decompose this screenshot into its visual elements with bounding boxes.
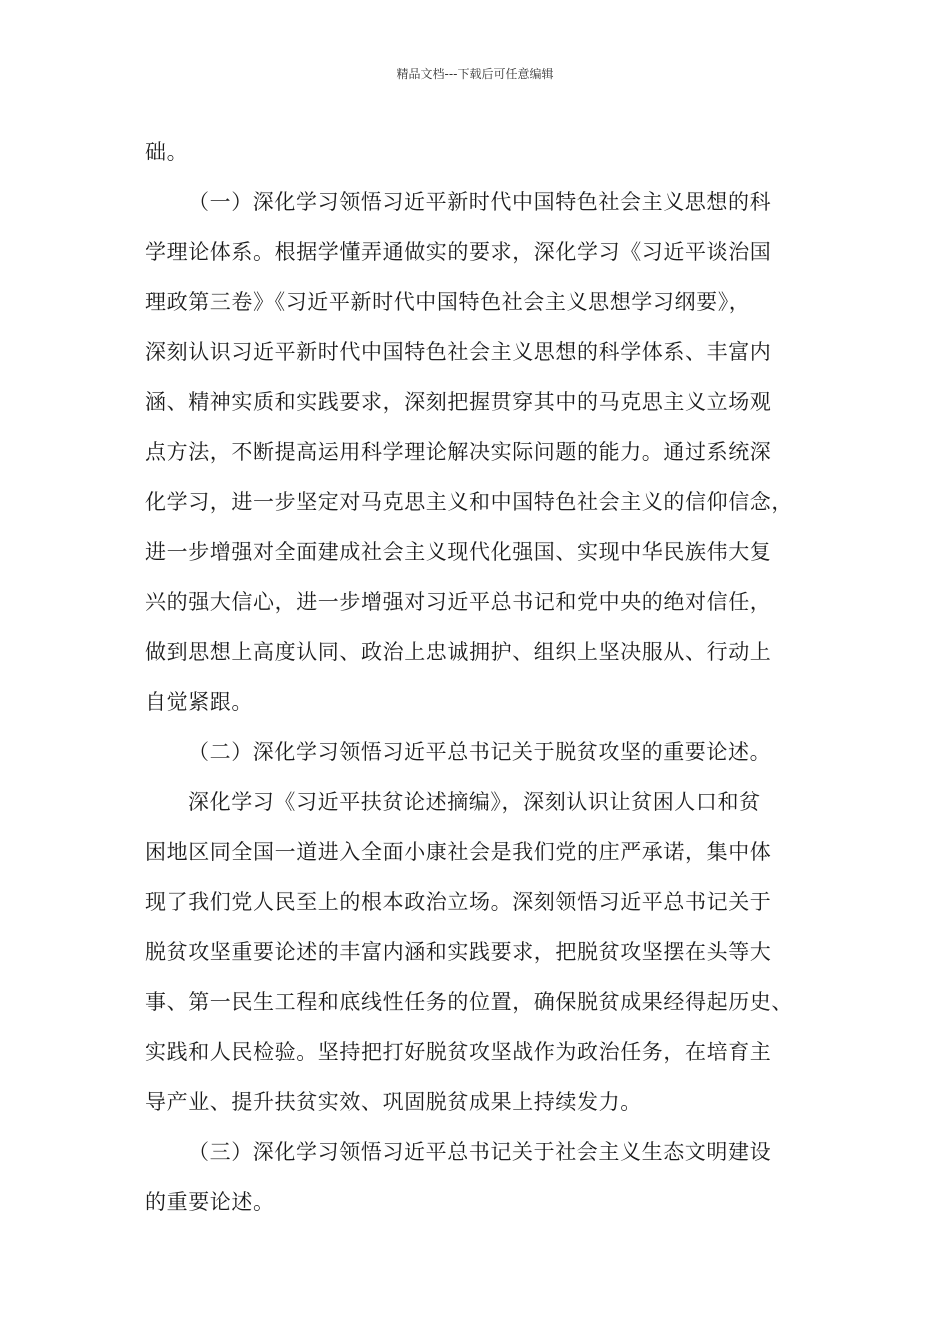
page-header: 精品文档---下载后可任意编辑 <box>396 67 554 81</box>
document-body <box>145 127 825 1227</box>
text-line: 进一步增强对全面建成社会主义现代化强国、实现中华民族伟大复 <box>145 540 772 564</box>
text-line: 础。 <box>145 140 189 164</box>
text-line: 理政第三卷》《习近平新时代中国特色社会主义思想学习纲要》， <box>145 290 751 314</box>
text-line: 学理论体系。根据学懂弄通做实的要求，深化学习《习近平谈治国 <box>145 240 772 264</box>
text-line: 做到思想上高度认同、政治上忠诚拥护、组织上坚决服从、行动上 <box>145 640 772 664</box>
text-line: 困地区同全国一道进入全面小康社会是我们党的庄严承诺，集中体 <box>145 840 772 864</box>
text-line: 导产业、提升扶贫实效、巩固脱贫成果上持续发力。 <box>145 1090 642 1114</box>
text-line: 脱贫攻坚重要论述的丰富内涵和实践要求，把脱贫攻坚摆在头等大 <box>145 940 772 964</box>
text-line: 自觉紧跟。 <box>145 690 253 714</box>
paragraph-start: 深化学习《习近平扶贫论述摘编》，深刻认识让贫困人口和贫 <box>188 790 761 814</box>
text-line: 深刻认识习近平新时代中国特色社会主义思想的科学体系、丰富内 <box>145 340 772 364</box>
text-line: 化学习，进一步坚定对马克思主义和中国特色社会主义的信仰信念， <box>145 490 793 514</box>
section-heading-1: （一）深化学习领悟习近平新时代中国特色社会主义思想的科 <box>188 190 772 214</box>
text-line: 的重要论述。 <box>145 1190 275 1214</box>
text-line: 现了我们党人民至上的根本政治立场。深刻领悟习近平总书记关于 <box>145 890 772 914</box>
section-heading-3: （三）深化学习领悟习近平总书记关于社会主义生态文明建设 <box>188 1140 772 1164</box>
text-line: 实践和人民检验。坚持把打好脱贫攻坚战作为政治任务，在培育主 <box>145 1040 772 1064</box>
text-line: 兴的强大信心，进一步增强对习近平总书记和党中央的绝对信任， <box>145 590 772 614</box>
section-heading-2: （二）深化学习领悟习近平总书记关于脱贫攻坚的重要论述。 <box>188 740 772 764</box>
text-line: 点方法，不断提高运用科学理论解决实际问题的能力。通过系统深 <box>145 440 772 464</box>
text-line: 事、第一民生工程和底线性任务的位置，确保脱贫成果经得起历史、 <box>145 990 793 1014</box>
text-line: 涵、精神实质和实践要求，深刻把握贯穿其中的马克思主义立场观 <box>145 390 772 414</box>
